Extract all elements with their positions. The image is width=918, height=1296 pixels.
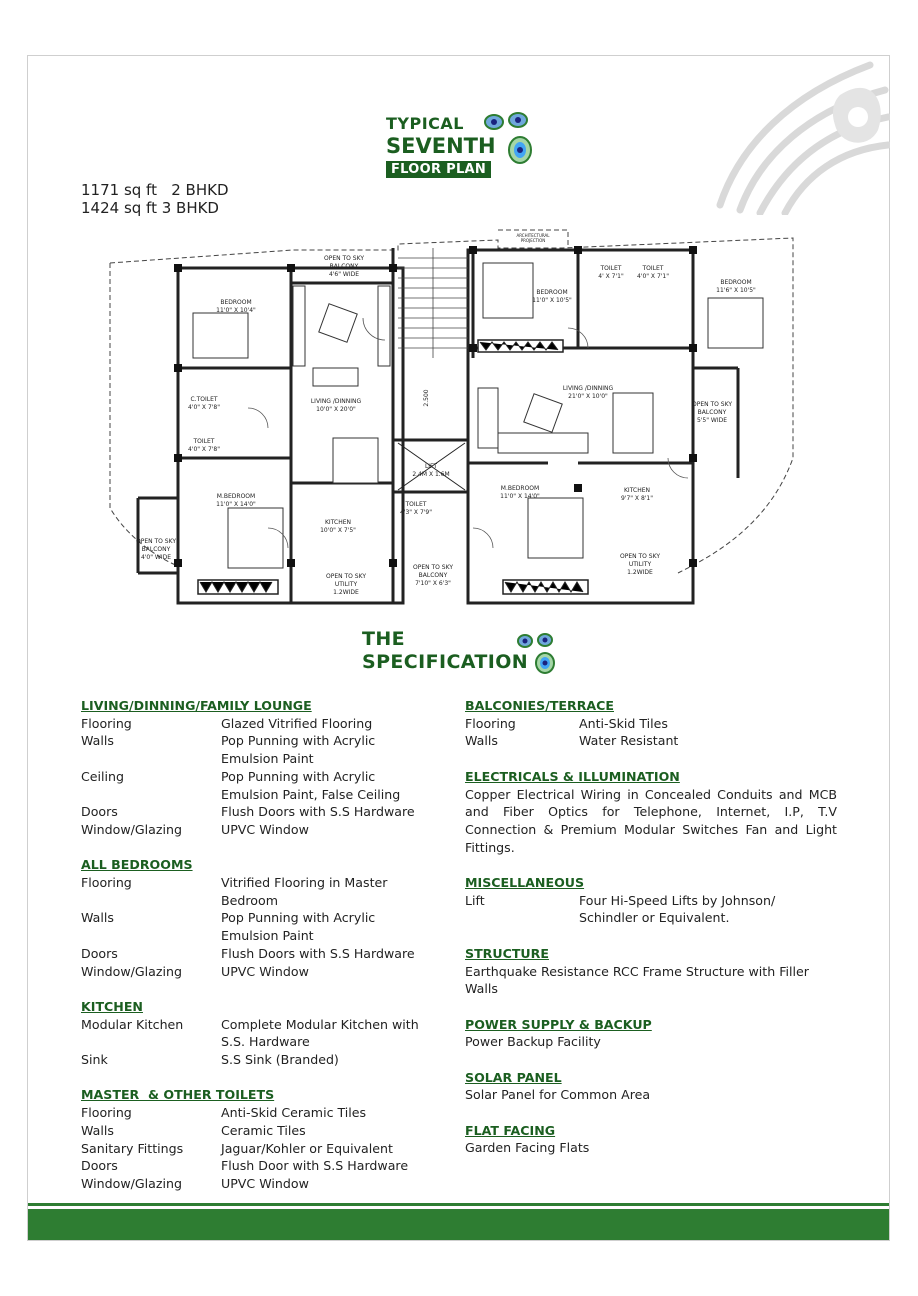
svg-text:11'0" X 10'4": 11'0" X 10'4" [216, 307, 256, 314]
spec-paragraph: Power Backup Facility [465, 1034, 601, 1050]
spec-row [465, 732, 837, 750]
decorative-swirl-graphic [700, 55, 890, 215]
svg-text:10'0" X 20'0": 10'0" X 20'0" [316, 406, 356, 413]
spec-key: Walls [81, 1122, 114, 1138]
svg-text:PROJECTION: PROJECTION [520, 238, 546, 243]
spec-row [81, 1033, 441, 1051]
spec-key: Window/Glazing [81, 821, 182, 837]
spec-value: Pop Punning with Acrylic [221, 768, 376, 784]
svg-text:TOILET: TOILET [642, 265, 664, 272]
section-heading: MISCELLANEOUS [465, 875, 585, 890]
svg-text:2.4M X 1.6M: 2.4M X 1.6M [412, 471, 450, 478]
spec-value: Anti-Skid Ceramic Tiles [221, 1105, 367, 1121]
spec-value: Four Hi-Speed Lifts by Johnson/ [579, 892, 776, 908]
svg-text:UTILITY: UTILITY [334, 581, 358, 588]
svg-text:4'0" X 7'1": 4'0" X 7'1" [636, 273, 670, 280]
spec-key: Flooring [81, 715, 132, 731]
svg-text:LIVING /DINNING: LIVING /DINNING [310, 398, 362, 405]
spec-section-balconies [465, 697, 837, 750]
spec-value: S.S Sink (Branded) [221, 1052, 339, 1068]
spec-left-column [81, 697, 441, 1193]
svg-text:LIVING /DINNING: LIVING /DINNING [562, 385, 614, 392]
spec-section-structure [465, 945, 837, 998]
specification-title [362, 628, 528, 674]
spec-value: Pop Punning with Acrylic [221, 733, 376, 749]
svg-text:BALCONY: BALCONY [329, 263, 359, 270]
spec-row [81, 1140, 441, 1158]
spec-value: UPVC Window [221, 821, 309, 837]
spec-section-living [81, 697, 441, 839]
spec-key: Sink [81, 1052, 108, 1068]
svg-text:4' X 7'1": 4' X 7'1" [598, 273, 624, 280]
svg-text:OPEN TO SKY: OPEN TO SKY [325, 573, 367, 580]
spec-row [465, 715, 837, 733]
spec-key: Flooring [465, 715, 516, 731]
svg-text:11'0" X 14'0": 11'0" X 14'0" [500, 493, 540, 500]
spec-row [81, 1104, 441, 1122]
spec-key: Window/Glazing [81, 1175, 182, 1191]
svg-text:OPEN TO SKY: OPEN TO SKY [412, 564, 454, 571]
spec-value: Water Resistant [579, 733, 679, 749]
spec-key: Lift [465, 892, 485, 908]
spec-value: Emulsion Paint, False Ceiling [221, 786, 401, 802]
spec-title-the: THE [362, 628, 406, 650]
spec-row [465, 892, 837, 910]
spec-value: Vitrified Flooring in Master [221, 875, 388, 891]
svg-text:TOILET: TOILET [193, 438, 215, 445]
spec-key [81, 786, 221, 804]
svg-text:4'0" X 7'8": 4'0" X 7'8" [187, 446, 221, 453]
spec-key: Window/Glazing [81, 963, 182, 979]
spec-key: Doors [81, 945, 118, 961]
title-typical: TYPICAL [386, 114, 464, 133]
spec-value: Flush Doors with S.S Hardware [221, 804, 415, 820]
spec-paragraph: Garden Facing Flats [465, 1140, 590, 1156]
spec-section-power [465, 1016, 837, 1051]
spec-value: Flush Doors with S.S Hardware [221, 945, 415, 961]
svg-text:LIFT: LIFT [424, 463, 438, 470]
spec-row [81, 1122, 441, 1140]
spec-section-bedrooms [81, 856, 441, 980]
svg-text:11'0" X 14'0": 11'0" X 14'0" [216, 501, 256, 508]
spec-value: Schindler or Equivalent. [579, 910, 730, 926]
spec-section-electricals [465, 768, 837, 857]
svg-text:1.2WIDE: 1.2WIDE [333, 589, 359, 596]
section-heading: ELECTRICALS & ILLUMINATION [465, 768, 680, 784]
svg-text:7'10" X 6'3": 7'10" X 6'3" [415, 580, 451, 587]
svg-text:M.BEDROOM: M.BEDROOM [500, 485, 540, 492]
spec-row [81, 1016, 441, 1034]
spec-value: S.S. Hardware [221, 1034, 310, 1050]
svg-text:BALCONY: BALCONY [141, 546, 171, 553]
spec-section-misc [465, 874, 837, 927]
spec-key: Sanitary Fittings [81, 1140, 184, 1156]
spec-paragraph: Earthquake Resistance RCC Frame Structure with Filler Walls [465, 963, 809, 997]
spec-key: Doors [81, 804, 118, 820]
spec-row [81, 927, 441, 945]
svg-text:M.BEDROOM: M.BEDROOM [216, 493, 256, 500]
peacock-feather-icon [482, 108, 538, 166]
spec-key: Flooring [81, 875, 132, 891]
spec-value: UPVC Window [221, 1175, 309, 1191]
svg-text:BALCONY: BALCONY [697, 409, 727, 416]
spec-row [81, 732, 441, 750]
spec-value: Bedroom [221, 892, 278, 908]
svg-text:OPEN TO SKY: OPEN TO SKY [691, 401, 733, 408]
spec-row [81, 821, 441, 839]
section-heading: LIVING/DINNING/FAMILY LOUNGE [81, 698, 312, 713]
spec-key: Walls [81, 910, 114, 926]
spec-row [81, 715, 441, 733]
section-heading: STRUCTURE [465, 945, 549, 961]
spec-value: UPVC Window [221, 963, 309, 979]
svg-text:4'3" X 7'9": 4'3" X 7'9" [399, 509, 433, 516]
section-heading: SOLAR PANEL [465, 1069, 562, 1085]
spec-key [81, 927, 221, 945]
spec-row [81, 750, 441, 768]
spec-row [81, 786, 441, 804]
spec-key [81, 1033, 221, 1051]
svg-text:2.500: 2.500 [423, 389, 430, 407]
svg-text:4'0" X 7'8": 4'0" X 7'8" [187, 404, 221, 411]
spec-key: Walls [81, 733, 114, 749]
svg-text:BEDROOM: BEDROOM [536, 289, 568, 296]
spec-row [81, 1175, 441, 1193]
svg-text:C.TOILET: C.TOILET [190, 396, 218, 403]
spec-value: Anti-Skid Tiles [579, 715, 668, 731]
svg-text:1.2WIDE: 1.2WIDE [627, 569, 653, 576]
spec-paragraph: Solar Panel for Common Area [465, 1087, 651, 1103]
area-line-3bhk: 1424 sq ft 3 BHKD [81, 199, 219, 217]
svg-text:11'0" X 10'5": 11'0" X 10'5" [532, 297, 572, 304]
area-line-2bhk: 1171 sq ft 2 BHKD [81, 181, 229, 199]
spec-value: Ceramic Tiles [221, 1122, 306, 1138]
spec-row [465, 909, 837, 927]
svg-text:4'0" WIDE: 4'0" WIDE [140, 554, 172, 561]
section-heading: KITCHEN [81, 998, 143, 1014]
section-heading: MASTER & OTHER TOILETS [81, 1087, 275, 1103]
plan-label-bedroom-left: BEDROOM [220, 299, 252, 306]
spec-value: Pop Punning with Acrylic [221, 910, 376, 926]
spec-row [81, 909, 441, 927]
svg-text:BEDROOM: BEDROOM [720, 279, 752, 286]
spec-row [81, 963, 441, 981]
title-floor-plan-badge: FLOOR PLAN [386, 161, 491, 178]
svg-text:ARCHITECTURAL: ARCHITECTURAL [516, 233, 550, 238]
spec-row [81, 892, 441, 910]
spec-value: Emulsion Paint [221, 751, 314, 767]
section-heading: ALL BEDROOMS [81, 857, 193, 873]
spec-value: Complete Modular Kitchen with [221, 1016, 419, 1032]
svg-text:4'6" WIDE: 4'6" WIDE [328, 271, 360, 278]
spec-paragraph: Copper Electrical Wiring in Concealed Conduits and MCB and Fiber Optics for Telephone, Internet, I.P, T.V Connection & Premium Modular Switches Fan and Light Fittings. [465, 786, 837, 855]
spec-section-solar [465, 1069, 837, 1104]
spec-row [81, 768, 441, 786]
svg-text:5'5" WIDE: 5'5" WIDE [696, 417, 728, 424]
section-heading: POWER SUPPLY & BACKUP [465, 1016, 652, 1032]
spec-right-column [465, 697, 837, 1157]
svg-text:TOILET: TOILET [405, 501, 427, 508]
svg-text:KITCHEN: KITCHEN [624, 487, 650, 494]
spec-key: Flooring [81, 1105, 132, 1121]
svg-text:UTILITY: UTILITY [628, 561, 652, 568]
svg-text:9'7" X 8'1": 9'7" X 8'1" [620, 495, 654, 502]
svg-text:KITCHEN: KITCHEN [325, 519, 351, 526]
peacock-feather-icon-small [515, 631, 559, 675]
svg-text:BALCONY: BALCONY [418, 572, 448, 579]
spec-section-facing [465, 1122, 837, 1157]
spec-value: Glazed Vitrified Flooring [221, 715, 373, 731]
spec-key [81, 892, 221, 910]
svg-text:OPEN TO SKY: OPEN TO SKY [135, 538, 177, 545]
svg-text:21'0" X 10'0": 21'0" X 10'0" [568, 393, 608, 400]
spec-row [81, 874, 441, 892]
floor-plan-drawing [108, 228, 820, 606]
spec-key: Modular Kitchen [81, 1016, 184, 1032]
spec-row [81, 1157, 441, 1175]
spec-section-toilets [81, 1086, 441, 1192]
spec-key: Ceiling [81, 768, 125, 784]
svg-text:10'0" X 7'5": 10'0" X 7'5" [320, 527, 356, 534]
spec-row [81, 1051, 441, 1069]
section-heading: BALCONIES/TERRACE [465, 698, 614, 713]
title-floor-name: SEVENTH [386, 134, 496, 158]
spec-row [81, 803, 441, 821]
floor-plan-title [386, 114, 496, 178]
spec-key: Doors [81, 1158, 118, 1174]
svg-text:OPEN TO SKY: OPEN TO SKY [619, 553, 661, 560]
footer-divider [28, 1203, 889, 1206]
spec-value: Flush Door with S.S Hardware [221, 1158, 409, 1174]
spec-key [81, 750, 221, 768]
spec-value: Emulsion Paint [221, 928, 314, 944]
svg-text:11'6" X 10'5": 11'6" X 10'5" [716, 287, 756, 294]
plan-label-balcony-top: OPEN TO SKY [323, 255, 365, 262]
svg-text:TOILET: TOILET [600, 265, 622, 272]
spec-key: Walls [465, 733, 498, 749]
spec-title-specification: SPECIFICATION [362, 651, 529, 673]
section-heading: FLAT FACING [465, 1122, 556, 1138]
footer-green-bar [28, 1209, 889, 1240]
spec-row [81, 945, 441, 963]
spec-section-kitchen [81, 998, 441, 1069]
spec-value: Jaguar/Kohler or Equivalent [221, 1140, 393, 1156]
unit-area-summary [81, 181, 229, 217]
